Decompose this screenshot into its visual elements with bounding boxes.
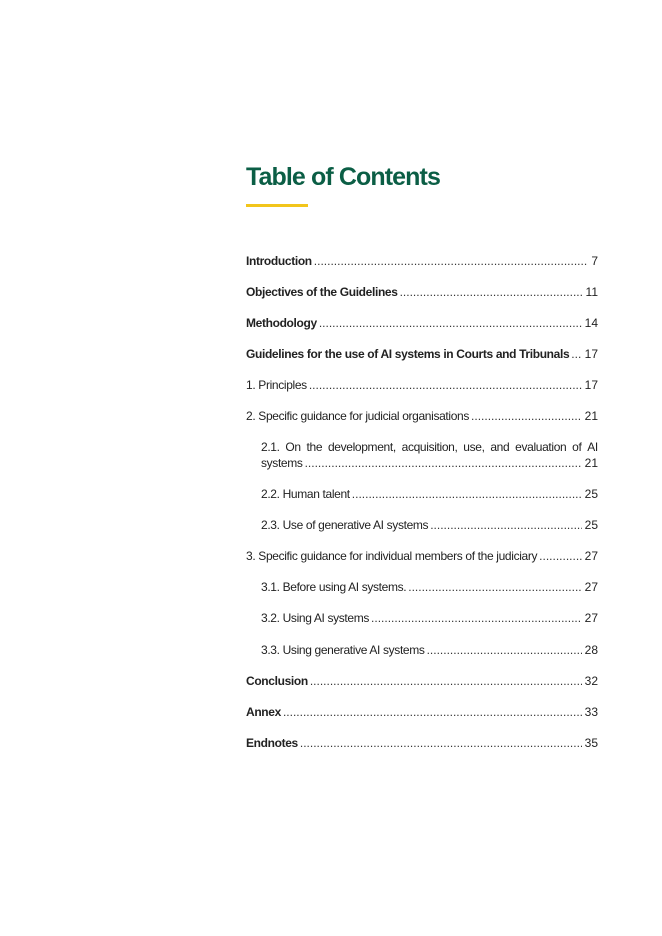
dot-leader	[352, 486, 582, 502]
title-word: development,	[327, 440, 396, 454]
toc-entry-page: 35	[584, 736, 598, 750]
dot-leader	[400, 284, 583, 300]
toc-entry-title: Annex	[246, 705, 281, 719]
dot-leader	[539, 548, 581, 564]
toc-entry-generative-use[interactable]	[261, 517, 598, 533]
toc-entry-endnotes[interactable]	[246, 735, 598, 751]
toc-entry-principles[interactable]	[246, 377, 598, 393]
toc-entry-title: Methodology	[246, 316, 317, 330]
dot-leader	[427, 642, 582, 658]
title-word: AI	[587, 440, 598, 454]
toc-entry-title: systems	[261, 456, 303, 470]
toc-entry-conclusion[interactable]	[246, 673, 598, 689]
toc-entry-annex[interactable]	[246, 704, 598, 720]
toc-entry-page: 27	[584, 580, 598, 594]
toc-entry-title: 3. Specific guidance for individual members of the judiciary	[246, 549, 538, 563]
toc-entry-page: 11	[585, 285, 598, 299]
toc-entry-title: 2.3. Use of generative AI systems	[261, 518, 429, 532]
page-title: Table of Contents	[246, 163, 440, 191]
dot-leader	[408, 579, 581, 595]
toc-entry-title: Guidelines for the use of AI systems in Courts and Tribunals	[246, 347, 570, 361]
dot-leader	[305, 455, 582, 471]
title-word: 2.1.	[261, 440, 280, 454]
title-word: the	[306, 440, 323, 454]
toc-entry-title-line1	[261, 439, 598, 455]
toc-entry-page: 21	[584, 456, 598, 470]
dot-leader	[319, 315, 582, 331]
toc-entry-title: 2.2. Human talent	[261, 487, 350, 501]
toc-entry-title: Endnotes	[246, 736, 298, 750]
toc-entry-page: 33	[584, 705, 598, 719]
toc-entry-title: Introduction	[246, 254, 312, 268]
dot-leader	[309, 377, 582, 393]
toc-entry-page: 25	[584, 487, 598, 501]
toc-entry-page: 17	[584, 347, 598, 361]
toc-entry-using-generative[interactable]	[261, 642, 598, 658]
title-word: of	[572, 440, 582, 454]
title-word: On	[285, 440, 301, 454]
toc-entry-guidelines[interactable]	[246, 346, 598, 362]
dot-leader	[300, 735, 582, 751]
toc-entry-page: 27	[584, 549, 598, 563]
dot-leader	[283, 704, 582, 720]
toc-entry-title: 1. Principles	[246, 378, 307, 392]
toc-entry-page: 14	[584, 316, 598, 330]
toc-entry-page: 28	[584, 643, 598, 657]
toc-entry-page: 25	[584, 518, 598, 532]
dot-leader	[471, 408, 582, 424]
title-word: acquisition,	[401, 440, 458, 454]
toc-entry-individual-members[interactable]	[246, 548, 598, 564]
dot-leader	[310, 673, 582, 689]
toc-entry-title: 3.2. Using AI systems	[261, 611, 370, 625]
toc-entry-title: 2. Specific guidance for judicial organisations	[246, 409, 470, 423]
toc-entry-page: 7	[591, 254, 598, 268]
toc-entry-title: Conclusion	[246, 674, 308, 688]
toc-entry-title: Objectives of the Guidelines	[246, 285, 398, 299]
toc-entry-page: 32	[584, 674, 598, 688]
toc-entry-title-line2	[261, 455, 598, 471]
toc-entry-judicial-organisations[interactable]	[246, 408, 598, 424]
toc-entry-human-talent[interactable]	[261, 486, 598, 502]
dot-leader	[430, 517, 581, 533]
toc-entry-development[interactable]	[261, 439, 598, 471]
toc-entry-title: 3.1. Before using AI systems.	[261, 580, 407, 594]
dot-leader	[314, 253, 589, 269]
dot-leader	[371, 610, 582, 626]
toc-entry-methodology[interactable]	[246, 315, 598, 331]
toc-entry-page: 21	[584, 409, 598, 423]
toc-entry-page: 27	[584, 611, 598, 625]
toc-entry-title: 3.3. Using generative AI systems	[261, 643, 425, 657]
title-word: evaluation	[515, 440, 567, 454]
title-word: use,	[463, 440, 485, 454]
title-word: and	[490, 440, 510, 454]
toc-entry-using[interactable]	[261, 610, 598, 626]
dot-leader	[571, 346, 581, 362]
toc-entry-before-using[interactable]	[261, 579, 598, 595]
toc-entry-page: 17	[584, 378, 598, 392]
toc-entry-objectives[interactable]	[246, 284, 598, 300]
toc-entry-introduction[interactable]	[246, 253, 598, 269]
